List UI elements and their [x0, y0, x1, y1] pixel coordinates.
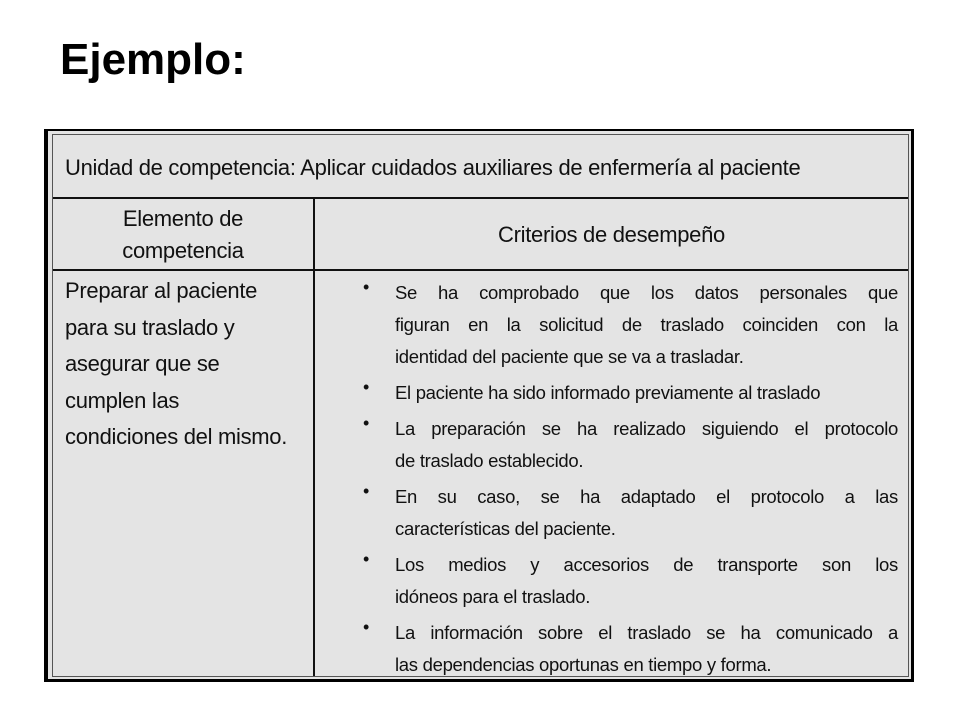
criteria-item	[315, 549, 898, 613]
bullet-icon: •	[363, 617, 370, 637]
criteria-item	[315, 481, 898, 545]
criteria-line: La información sobre el traslado se ha comunicado a	[395, 622, 898, 643]
criteria-item	[315, 277, 898, 373]
element-line: asegurar que se	[65, 351, 220, 376]
criteria-item	[315, 413, 898, 477]
criteria-line: de traslado establecido.	[395, 450, 584, 471]
bullet-icon: •	[363, 277, 370, 297]
unit-of-competence-row: Unidad de competencia: Aplicar cuidados auxiliares de enfermería al paciente	[53, 135, 908, 199]
criteria-line: La preparación se ha realizado siguiendo el protocolo	[395, 418, 898, 439]
criteria-list	[315, 277, 898, 681]
criteria-line: Los medios y accesorios de transporte son los	[395, 554, 898, 575]
criteria-line: El paciente ha sido informado previamente al traslado	[395, 382, 821, 403]
bullet-icon: •	[363, 413, 370, 433]
header-left-line: Elemento de	[122, 206, 244, 231]
element-of-competence-cell	[53, 271, 315, 676]
table-body-row	[53, 271, 908, 676]
criteria-line: figuran en la solicitud de traslado coinciden con la	[395, 314, 898, 335]
criteria-item	[315, 617, 898, 681]
header-element-of-competence	[53, 199, 315, 269]
header-performance-criteria: Criterios de desempeño	[498, 222, 725, 247]
bullet-icon: •	[363, 549, 370, 569]
criteria-line: identidad del paciente que se va a trasladar.	[395, 346, 744, 367]
criteria-line: las dependencias oportunas en tiempo y forma.	[395, 654, 772, 675]
slide-title: Ejemplo:	[60, 35, 246, 84]
bullet-icon: •	[363, 481, 370, 501]
element-line: Preparar al paciente	[65, 278, 258, 303]
header-left-line: competencia	[122, 238, 244, 263]
performance-criteria-cell	[315, 271, 908, 676]
element-line: condiciones del mismo.	[65, 424, 288, 449]
criteria-line: Se ha comprobado que los datos personales que	[395, 282, 898, 303]
element-line: cumplen las	[65, 387, 180, 413]
table-inner	[52, 134, 909, 677]
criteria-item	[315, 377, 898, 409]
element-line: para su traslado y	[65, 314, 235, 340]
criteria-line: características del paciente.	[395, 518, 616, 539]
criteria-line: En su caso, se ha adaptado el protocolo a las	[395, 486, 898, 507]
competency-table	[44, 129, 914, 682]
criteria-line: idóneos para el traslado.	[395, 586, 591, 607]
bullet-icon: •	[363, 377, 370, 397]
table-header-row	[53, 199, 908, 271]
